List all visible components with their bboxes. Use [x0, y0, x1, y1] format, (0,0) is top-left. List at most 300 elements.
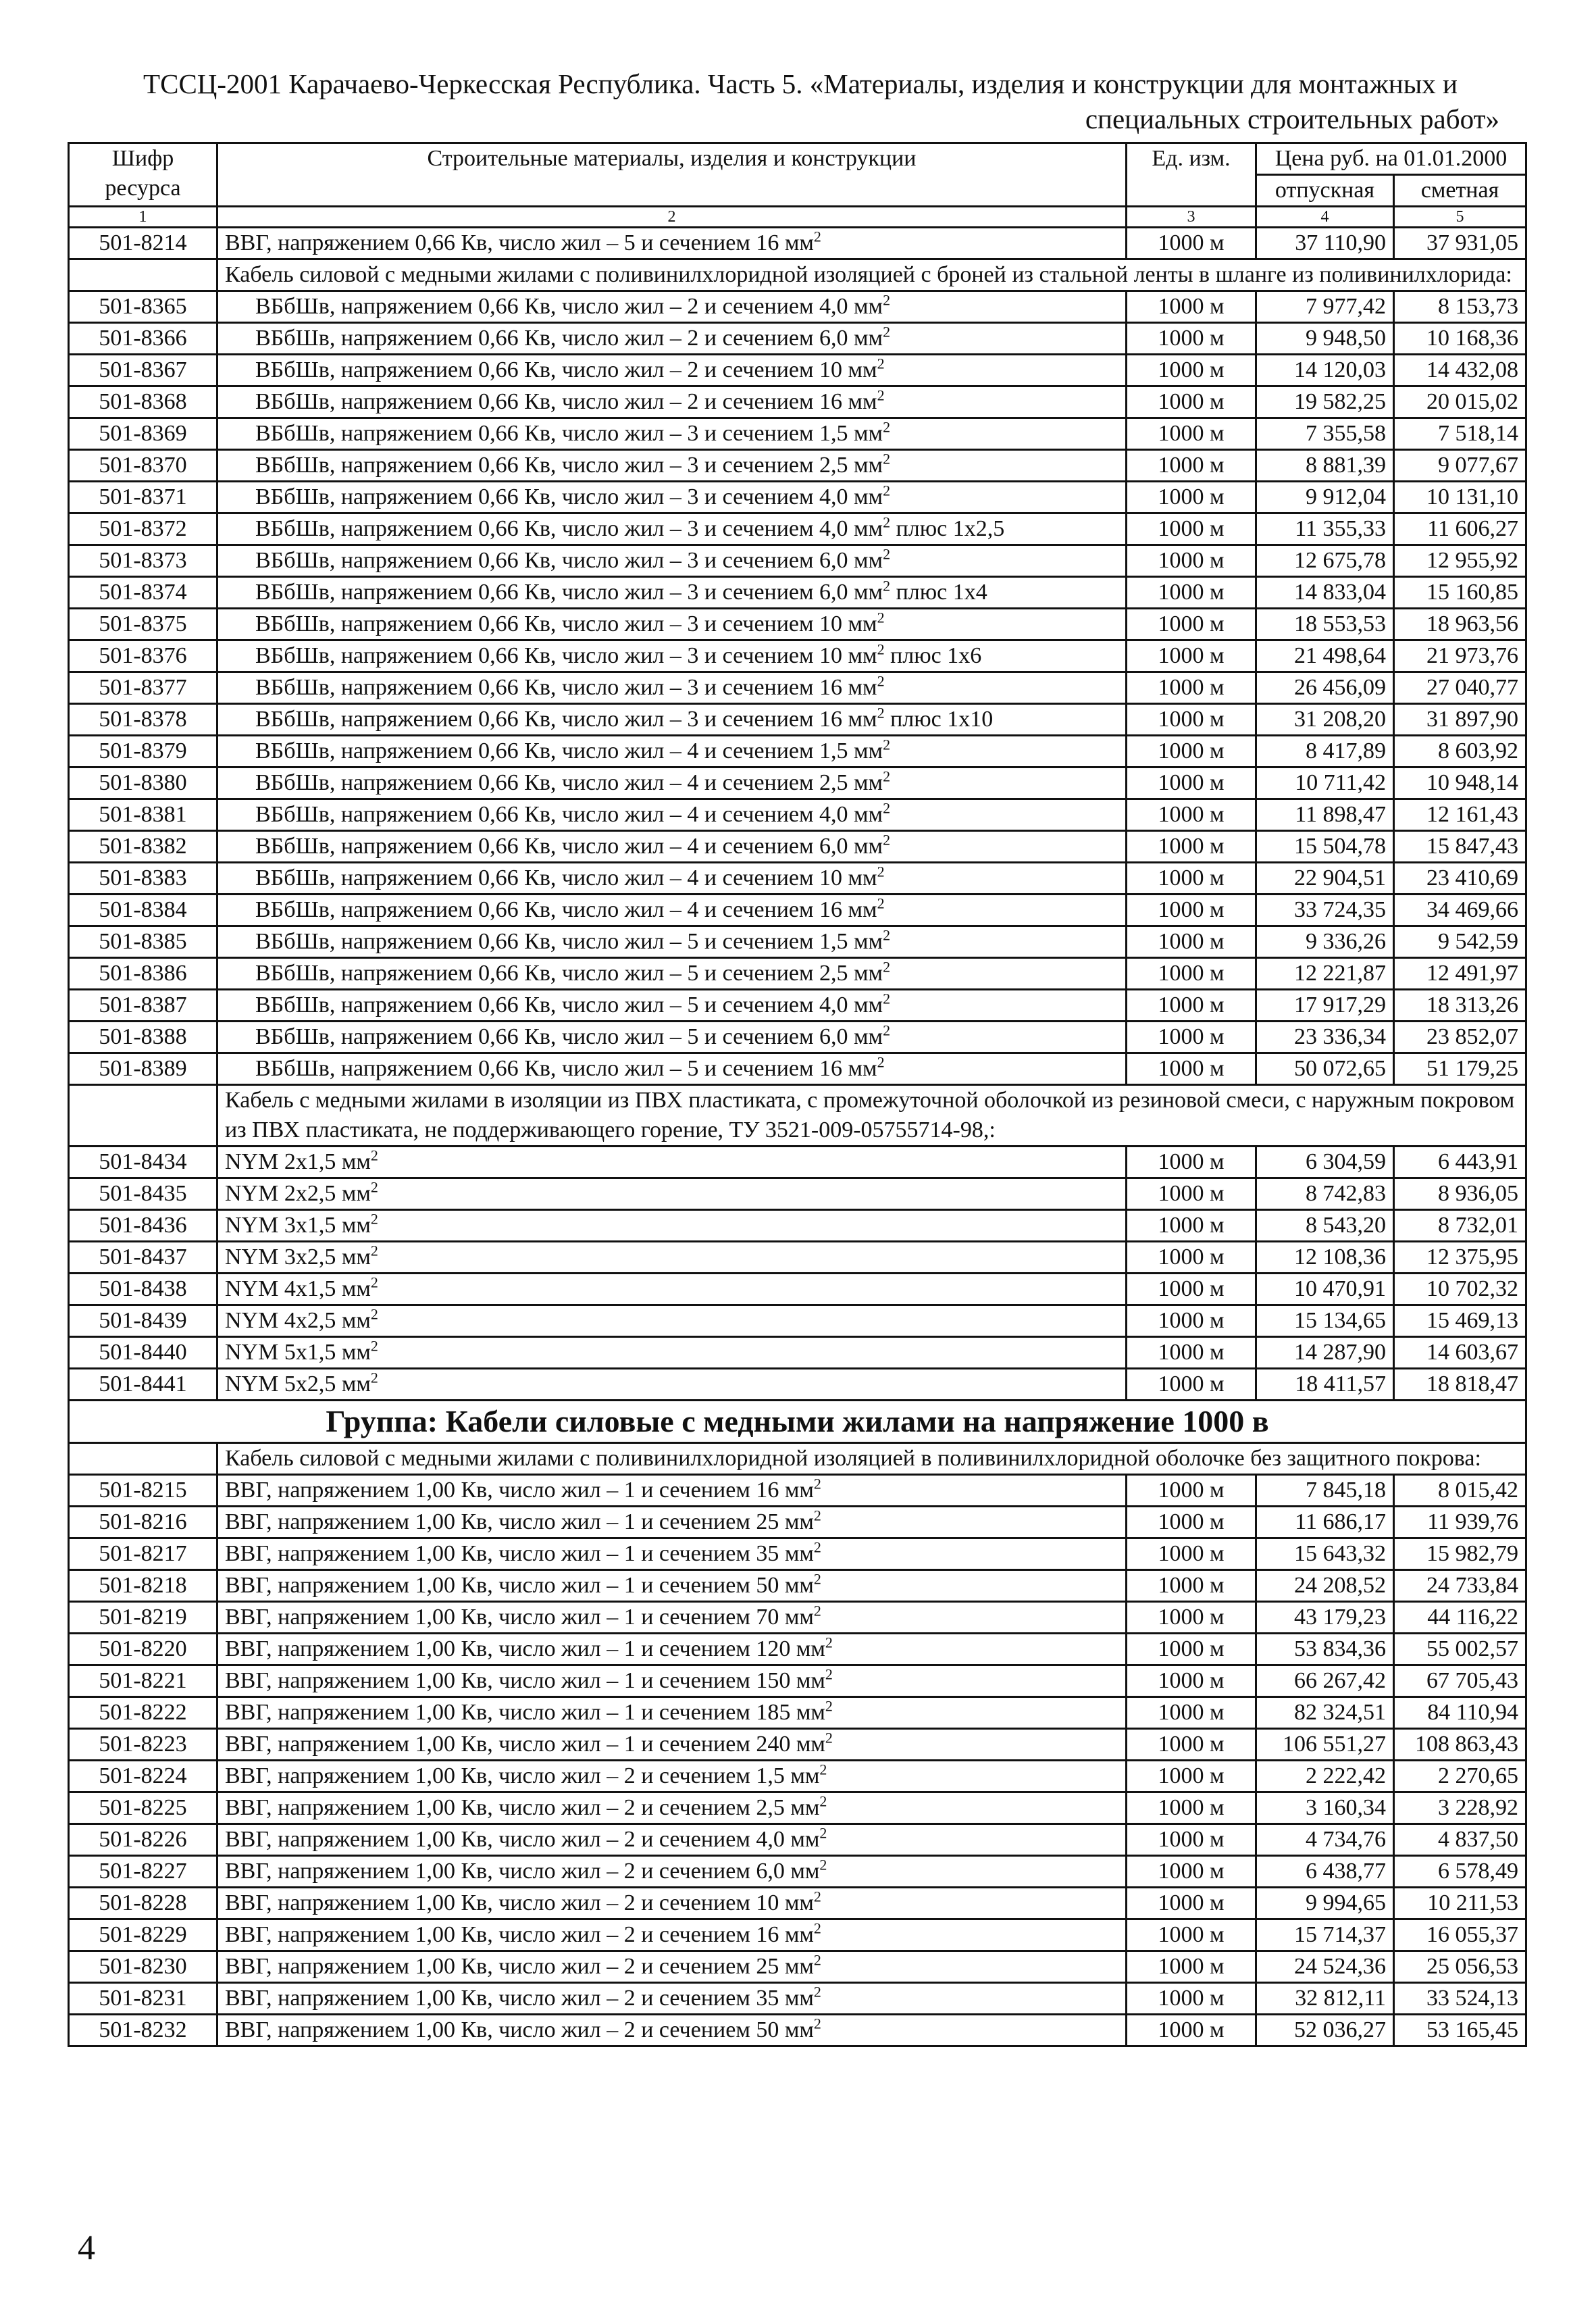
- superscript: 2: [883, 990, 891, 1007]
- resource-code: 501-8385: [69, 926, 217, 958]
- resource-code: 501-8441: [69, 1369, 217, 1401]
- estimate-price: 8 936,05: [1394, 1178, 1526, 1210]
- material-name-text: ВВГ, напряжением 1,00 Кв, число жил – 1 и сечением 50 мм: [225, 1573, 814, 1598]
- material-name-tail: плюс 1х2,5: [890, 516, 1005, 541]
- superscript: 2: [819, 1792, 827, 1810]
- unit: 1000 м: [1127, 1634, 1256, 1665]
- material-name-text: NYM 3х1,5 мм: [225, 1213, 371, 1238]
- resource-code: 501-8215: [69, 1475, 217, 1507]
- material-name: [217, 1983, 1127, 2015]
- unit: 1000 м: [1127, 1242, 1256, 1274]
- unit: 1000 м: [1127, 386, 1256, 418]
- estimate-price: 11 606,27: [1394, 513, 1526, 545]
- material-name-text: ВБбШв, напряжением 0,66 Кв, число жил – 5 и сечением 16 мм: [255, 1056, 877, 1081]
- release-price: 24 208,52: [1256, 1570, 1394, 1602]
- estimate-price: 44 116,22: [1394, 1602, 1526, 1634]
- material-name-text: ВБбШв, напряжением 0,66 Кв, число жил – 4 и сечением 2,5 мм: [255, 770, 883, 795]
- superscript: 2: [813, 1602, 821, 1619]
- unit: 1000 м: [1127, 1729, 1256, 1761]
- estimate-price: 4 837,50: [1394, 1824, 1526, 1856]
- material-name: [217, 513, 1127, 545]
- col-header-price: Цена руб. на 01.01.2000: [1256, 143, 1526, 175]
- estimate-price: 53 165,45: [1394, 2015, 1526, 2046]
- release-price: 7 355,58: [1256, 418, 1394, 450]
- release-price: 9 994,65: [1256, 1888, 1394, 1919]
- superscript: 2: [813, 2015, 821, 2032]
- table-row: [69, 704, 1526, 736]
- unit: 1000 м: [1127, 958, 1256, 990]
- release-price: 15 643,32: [1256, 1538, 1394, 1570]
- material-name-text: ВВГ, напряжением 1,00 Кв, число жил – 2 и сечением 4,0 мм: [225, 1827, 820, 1852]
- resource-code: 501-8370: [69, 450, 217, 482]
- table-row: [69, 895, 1526, 926]
- section-note: Кабель силовой с медными жилами с поливинилхлоридной изоляцией с броней из стальной ленты в шланге из поливинилхлорида:: [217, 259, 1526, 291]
- material-name-text: NYM 2х2,5 мм: [225, 1181, 371, 1206]
- resource-code: 501-8220: [69, 1634, 217, 1665]
- material-name-tail: плюс 1х6: [884, 643, 982, 668]
- material-name-tail: плюс 1х10: [884, 707, 994, 732]
- material-name: [217, 1337, 1127, 1369]
- table-row: [69, 831, 1526, 863]
- release-price: 8 742,83: [1256, 1178, 1394, 1210]
- material-name: [217, 1274, 1127, 1305]
- material-name: [217, 1634, 1127, 1665]
- material-name: [217, 1053, 1127, 1085]
- resource-code: 501-8231: [69, 1983, 217, 2015]
- material-name: [217, 768, 1127, 799]
- unit: 1000 м: [1127, 513, 1256, 545]
- estimate-price: 3 228,92: [1394, 1792, 1526, 1824]
- material-name-text: ВБбШв, напряжением 0,66 Кв, число жил – 3 и сечением 1,5 мм: [255, 421, 883, 446]
- estimate-price: 33 524,13: [1394, 1983, 1526, 2015]
- table-row: [69, 450, 1526, 482]
- material-name-text: ВБбШв, напряжением 0,66 Кв, число жил – 3 и сечением 6,0 мм: [255, 580, 883, 605]
- table-row: [69, 1697, 1526, 1729]
- unit: 1000 м: [1127, 1147, 1256, 1178]
- estimate-price: 8 732,01: [1394, 1210, 1526, 1242]
- resource-code: 501-8377: [69, 672, 217, 704]
- superscript: 2: [813, 1951, 821, 1969]
- table-row: [69, 609, 1526, 640]
- table-row: [69, 1022, 1526, 1053]
- resource-code: 501-8378: [69, 704, 217, 736]
- resource-code: 501-8365: [69, 291, 217, 323]
- release-price: 26 456,09: [1256, 672, 1394, 704]
- material-name-text: ВБбШв, напряжением 0,66 Кв, число жил – 4 и сечением 16 мм: [255, 897, 877, 922]
- col-number: 1: [69, 207, 217, 228]
- unit: 1000 м: [1127, 228, 1256, 259]
- superscript: 2: [883, 768, 891, 785]
- material-name: [217, 1856, 1127, 1888]
- estimate-price: 10 948,14: [1394, 768, 1526, 799]
- resource-code: 501-8386: [69, 958, 217, 990]
- unit: 1000 м: [1127, 1761, 1256, 1792]
- material-name-text: ВБбШв, напряжением 0,66 Кв, число жил – 2 и сечением 4,0 мм: [255, 294, 883, 319]
- release-price: 15 504,78: [1256, 831, 1394, 863]
- material-name: [217, 1951, 1127, 1983]
- resource-code: 501-8216: [69, 1507, 217, 1538]
- resource-code: 501-8373: [69, 545, 217, 577]
- unit: 1000 м: [1127, 450, 1256, 482]
- table-row: [69, 418, 1526, 450]
- resource-code: 501-8382: [69, 831, 217, 863]
- material-name-text: ВБбШв, напряжением 0,66 Кв, число жил – 2 и сечением 10 мм: [255, 357, 877, 382]
- material-name-text: ВБбШв, напряжением 0,66 Кв, число жил – 4 и сечением 4,0 мм: [255, 802, 883, 827]
- release-price: 24 524,36: [1256, 1951, 1394, 1983]
- estimate-price: 23 852,07: [1394, 1022, 1526, 1053]
- release-price: 11 686,17: [1256, 1507, 1394, 1538]
- release-price: 3 160,34: [1256, 1792, 1394, 1824]
- release-price: 19 582,25: [1256, 386, 1394, 418]
- table-row: [69, 672, 1526, 704]
- col-number: 2: [217, 207, 1127, 228]
- material-name-text: ВБбШв, напряжением 0,66 Кв, число жил – 5 и сечением 4,0 мм: [255, 992, 883, 1017]
- release-price: 31 208,20: [1256, 704, 1394, 736]
- estimate-price: 27 040,77: [1394, 672, 1526, 704]
- superscript: 2: [877, 863, 885, 880]
- material-name-text: ВВГ, напряжением 1,00 Кв, число жил – 2 и сечением 35 мм: [225, 1986, 814, 2011]
- table-row: [69, 1856, 1526, 1888]
- estimate-price: 15 847,43: [1394, 831, 1526, 863]
- col-header-code: Шифр ресурса: [69, 143, 217, 207]
- empty-code-cell: [69, 1085, 217, 1147]
- material-name-text: ВВГ, напряжением 1,00 Кв, число жил – 1 и сечением 16 мм: [225, 1478, 814, 1503]
- unit: 1000 м: [1127, 1888, 1256, 1919]
- resource-code: 501-8232: [69, 2015, 217, 2046]
- resource-code: 501-8434: [69, 1147, 217, 1178]
- col-number: 4: [1256, 207, 1394, 228]
- estimate-price: 31 897,90: [1394, 704, 1526, 736]
- table-row: [69, 1475, 1526, 1507]
- table-row: [69, 1507, 1526, 1538]
- material-name: [217, 1570, 1127, 1602]
- table-row: [69, 1178, 1526, 1210]
- unit: 1000 м: [1127, 1983, 1256, 2015]
- material-name-text: ВВГ, напряжением 1,00 Кв, число жил – 1 и сечением 70 мм: [225, 1605, 814, 1630]
- material-name: [217, 863, 1127, 895]
- table-row: [69, 482, 1526, 513]
- unit: 1000 м: [1127, 1178, 1256, 1210]
- material-name: [217, 1665, 1127, 1697]
- resource-code: 501-8389: [69, 1053, 217, 1085]
- superscript: 2: [883, 958, 891, 976]
- material-name: [217, 736, 1127, 768]
- header-line-2: специальных строительных работ»: [1085, 103, 1499, 134]
- unit: 1000 м: [1127, 1919, 1256, 1951]
- material-name: [217, 1761, 1127, 1792]
- resource-code: 501-8381: [69, 799, 217, 831]
- resource-code: 501-8439: [69, 1305, 217, 1337]
- material-name-text: ВБбШв, напряжением 0,66 Кв, число жил – 5 и сечением 1,5 мм: [255, 929, 883, 954]
- table-row: [69, 323, 1526, 355]
- release-price: 22 904,51: [1256, 863, 1394, 895]
- release-price: 18 411,57: [1256, 1369, 1394, 1401]
- estimate-price: 8 153,73: [1394, 291, 1526, 323]
- superscript: 2: [877, 355, 885, 372]
- release-price: 12 108,36: [1256, 1242, 1394, 1274]
- table-row: [69, 2015, 1526, 2046]
- superscript: 2: [877, 640, 885, 658]
- resource-code: 501-8224: [69, 1761, 217, 1792]
- unit: 1000 м: [1127, 926, 1256, 958]
- table-row: [69, 577, 1526, 609]
- material-name-text: ВБбШв, напряжением 0,66 Кв, число жил – 4 и сечением 1,5 мм: [255, 738, 883, 763]
- unit: 1000 м: [1127, 831, 1256, 863]
- table-row: [69, 958, 1526, 990]
- superscript: 2: [825, 1697, 833, 1715]
- resource-code: 501-8366: [69, 323, 217, 355]
- estimate-price: 12 955,92: [1394, 545, 1526, 577]
- estimate-price: 84 110,94: [1394, 1697, 1526, 1729]
- unit: 1000 м: [1127, 704, 1256, 736]
- superscript: 2: [813, 1475, 821, 1492]
- empty-code-cell: [69, 1443, 217, 1475]
- release-price: 106 551,27: [1256, 1729, 1394, 1761]
- table-row: [69, 355, 1526, 386]
- section-note: Кабель силовой с медными жилами с поливинилхлоридной изоляцией в поливинилхлоридной оболочке без защитного покрова:: [217, 1443, 1526, 1475]
- material-name-text: ВВГ, напряжением 1,00 Кв, число жил – 1 и сечением 185 мм: [225, 1700, 825, 1725]
- superscript: 2: [883, 577, 891, 595]
- estimate-price: 9 077,67: [1394, 450, 1526, 482]
- material-name: [217, 1507, 1127, 1538]
- superscript: 2: [825, 1729, 833, 1746]
- unit: 1000 м: [1127, 1665, 1256, 1697]
- estimate-price: 18 313,26: [1394, 990, 1526, 1022]
- unit: 1000 м: [1127, 640, 1256, 672]
- material-name: [217, 609, 1127, 640]
- release-price: 50 072,65: [1256, 1053, 1394, 1085]
- unit: 1000 м: [1127, 1305, 1256, 1337]
- resource-code: 501-8367: [69, 355, 217, 386]
- release-price: 14 833,04: [1256, 577, 1394, 609]
- release-price: 7 845,18: [1256, 1475, 1394, 1507]
- estimate-price: 12 375,95: [1394, 1242, 1526, 1274]
- material-name: [217, 1178, 1127, 1210]
- material-name-text: ВБбШв, напряжением 0,66 Кв, число жил – 4 и сечением 10 мм: [255, 865, 877, 890]
- release-price: 15 714,37: [1256, 1919, 1394, 1951]
- superscript: 2: [813, 1507, 821, 1524]
- col-header-unit: Ед. изм.: [1127, 143, 1256, 207]
- material-name-text: ВВГ, напряжением 1,00 Кв, число жил – 2 и сечением 25 мм: [225, 1954, 814, 1979]
- superscript: 2: [883, 799, 891, 817]
- resource-code: 501-8437: [69, 1242, 217, 1274]
- table-row: [69, 1888, 1526, 1919]
- superscript: 2: [825, 1665, 833, 1683]
- material-name-text: ВВГ, напряжением 1,00 Кв, число жил – 2 и сечением 50 мм: [225, 2017, 814, 2042]
- resource-code: 501-8229: [69, 1919, 217, 1951]
- table-row: [69, 1053, 1526, 1085]
- release-price: 33 724,35: [1256, 895, 1394, 926]
- estimate-price: 12 161,43: [1394, 799, 1526, 831]
- unit: 1000 м: [1127, 1951, 1256, 1983]
- release-price: 9 948,50: [1256, 323, 1394, 355]
- table-row: [69, 1634, 1526, 1665]
- table-row: [69, 926, 1526, 958]
- material-name-text: ВБбШв, напряжением 0,66 Кв, число жил – 3 и сечением 6,0 мм: [255, 548, 883, 573]
- estimate-price: 7 518,14: [1394, 418, 1526, 450]
- material-name: [217, 1824, 1127, 1856]
- estimate-price: 2 270,65: [1394, 1761, 1526, 1792]
- estimate-price: 20 015,02: [1394, 386, 1526, 418]
- estimate-price: 8 015,42: [1394, 1475, 1526, 1507]
- table-row: [69, 1305, 1526, 1337]
- material-name: [217, 1475, 1127, 1507]
- material-name: [217, 1602, 1127, 1634]
- unit: 1000 м: [1127, 799, 1256, 831]
- unit: 1000 м: [1127, 863, 1256, 895]
- estimate-price: 16 055,37: [1394, 1919, 1526, 1951]
- table-row: [69, 1337, 1526, 1369]
- material-name-text: NYM 3х2,5 мм: [225, 1244, 371, 1269]
- table-row: [69, 990, 1526, 1022]
- unit: 1000 м: [1127, 545, 1256, 577]
- release-price: 14 120,03: [1256, 355, 1394, 386]
- unit: 1000 м: [1127, 1337, 1256, 1369]
- material-name: [217, 1022, 1127, 1053]
- material-name: [217, 958, 1127, 990]
- table-row: [69, 386, 1526, 418]
- table-row: [69, 799, 1526, 831]
- material-name-text: ВВГ, напряжением 1,00 Кв, число жил – 1 и сечением 150 мм: [225, 1668, 825, 1693]
- resource-code: 501-8376: [69, 640, 217, 672]
- material-name-text: NYM 5х2,5 мм: [225, 1372, 371, 1397]
- release-price: 6 304,59: [1256, 1147, 1394, 1178]
- estimate-price: 23 410,69: [1394, 863, 1526, 895]
- superscript: 2: [813, 228, 821, 245]
- unit: 1000 м: [1127, 1824, 1256, 1856]
- table-row: [69, 1210, 1526, 1242]
- unit: 1000 м: [1127, 1022, 1256, 1053]
- empty-code-cell: [69, 259, 217, 291]
- unit: 1000 м: [1127, 990, 1256, 1022]
- material-name-text: ВБбШв, напряжением 0,66 Кв, число жил – 2 и сечением 6,0 мм: [255, 326, 883, 351]
- material-name: [217, 228, 1127, 259]
- estimate-price: 21 973,76: [1394, 640, 1526, 672]
- unit: 1000 м: [1127, 577, 1256, 609]
- material-name: [217, 577, 1127, 609]
- resource-code: 501-8372: [69, 513, 217, 545]
- material-name: [217, 323, 1127, 355]
- unit: 1000 м: [1127, 1369, 1256, 1401]
- resource-code: 501-8217: [69, 1538, 217, 1570]
- release-price: 43 179,23: [1256, 1602, 1394, 1634]
- unit: 1000 м: [1127, 768, 1256, 799]
- material-name-text: ВВГ, напряжением 1,00 Кв, число жил – 2 и сечением 2,5 мм: [225, 1795, 820, 1820]
- table-row: [69, 1274, 1526, 1305]
- estimate-price: 15 982,79: [1394, 1538, 1526, 1570]
- resource-code: 501-8218: [69, 1570, 217, 1602]
- table-row: [69, 545, 1526, 577]
- table-row: [69, 1951, 1526, 1983]
- superscript: 2: [370, 1369, 378, 1386]
- header-line-1: ТССЦ-2001 Карачаево-Черкесская Республика. Часть 5. «Материалы, изделия и конструкции для монтажных и: [143, 68, 1458, 99]
- estimate-price: 51 179,25: [1394, 1053, 1526, 1085]
- release-price: 8 543,20: [1256, 1210, 1394, 1242]
- superscript: 2: [877, 704, 885, 722]
- superscript: 2: [877, 1053, 885, 1071]
- material-name-text: NYM 4х1,5 мм: [225, 1276, 371, 1301]
- table-row: [69, 1983, 1526, 2015]
- superscript: 2: [883, 291, 891, 309]
- resource-code: 501-8214: [69, 228, 217, 259]
- release-price: 82 324,51: [1256, 1697, 1394, 1729]
- release-price: 8 881,39: [1256, 450, 1394, 482]
- table-row: [69, 1242, 1526, 1274]
- material-name: [217, 1792, 1127, 1824]
- resource-code: 501-8440: [69, 1337, 217, 1369]
- estimate-price: 14 603,67: [1394, 1337, 1526, 1369]
- table-row: [69, 1824, 1526, 1856]
- superscript: 2: [370, 1305, 378, 1323]
- material-name: [217, 1538, 1127, 1570]
- resource-code: 501-8380: [69, 768, 217, 799]
- estimate-price: 11 939,76: [1394, 1507, 1526, 1538]
- material-name-text: NYM 4х2,5 мм: [225, 1308, 371, 1333]
- resource-code: 501-8379: [69, 736, 217, 768]
- material-name: [217, 1888, 1127, 1919]
- release-price: 8 417,89: [1256, 736, 1394, 768]
- material-name-text: ВВГ, напряжением 1,00 Кв, число жил – 1 и сечением 35 мм: [225, 1541, 814, 1566]
- estimate-price: 18 963,56: [1394, 609, 1526, 640]
- superscript: 2: [883, 482, 891, 499]
- material-name-text: ВВГ, напряжением 1,00 Кв, число жил – 1 и сечением 25 мм: [225, 1509, 814, 1534]
- table-row: [69, 1369, 1526, 1401]
- material-name-text: ВБбШв, напряжением 0,66 Кв, число жил – 3 и сечением 4,0 мм: [255, 516, 883, 541]
- resource-code: 501-8388: [69, 1022, 217, 1053]
- superscript: 2: [370, 1242, 378, 1259]
- unit: 1000 м: [1127, 1792, 1256, 1824]
- superscript: 2: [883, 450, 891, 468]
- resource-code: 501-8369: [69, 418, 217, 450]
- material-name-text: ВВГ, напряжением 0,66 Кв, число жил – 5 и сечением 16 мм: [225, 230, 814, 255]
- superscript: 2: [825, 1634, 833, 1651]
- release-price: 14 287,90: [1256, 1337, 1394, 1369]
- col-number: 5: [1394, 207, 1526, 228]
- material-name: [217, 355, 1127, 386]
- estimate-price: 10 211,53: [1394, 1888, 1526, 1919]
- superscript: 2: [370, 1274, 378, 1291]
- superscript: 2: [883, 831, 891, 849]
- material-name-text: ВВГ, напряжением 1,00 Кв, число жил – 2 и сечением 6,0 мм: [225, 1859, 820, 1884]
- resource-code: 501-8230: [69, 1951, 217, 1983]
- unit: 1000 м: [1127, 895, 1256, 926]
- release-price: 66 267,42: [1256, 1665, 1394, 1697]
- resource-code: 501-8228: [69, 1888, 217, 1919]
- section-note-row: [69, 259, 1526, 291]
- superscript: 2: [813, 1983, 821, 2001]
- resource-code: 501-8436: [69, 1210, 217, 1242]
- group-row: [69, 1401, 1526, 1443]
- material-name: [217, 831, 1127, 863]
- unit: 1000 м: [1127, 1507, 1256, 1538]
- material-name: [217, 1729, 1127, 1761]
- superscript: 2: [813, 1538, 821, 1556]
- material-name: [217, 799, 1127, 831]
- superscript: 2: [877, 386, 885, 404]
- release-price: 37 110,90: [1256, 228, 1394, 259]
- material-name: [217, 640, 1127, 672]
- resource-code: 501-8371: [69, 482, 217, 513]
- resource-code: 501-8223: [69, 1729, 217, 1761]
- superscript: 2: [813, 1919, 821, 1937]
- material-name-text: ВБбШв, напряжением 0,66 Кв, число жил – 3 и сечением 10 мм: [255, 643, 877, 668]
- superscript: 2: [370, 1147, 378, 1164]
- resource-code: 501-8435: [69, 1178, 217, 1210]
- resource-code: 501-8387: [69, 990, 217, 1022]
- material-name-text: ВВГ, напряжением 1,00 Кв, число жил – 2 и сечением 16 мм: [225, 1922, 814, 1947]
- material-name: [217, 291, 1127, 323]
- table-row: [69, 1147, 1526, 1178]
